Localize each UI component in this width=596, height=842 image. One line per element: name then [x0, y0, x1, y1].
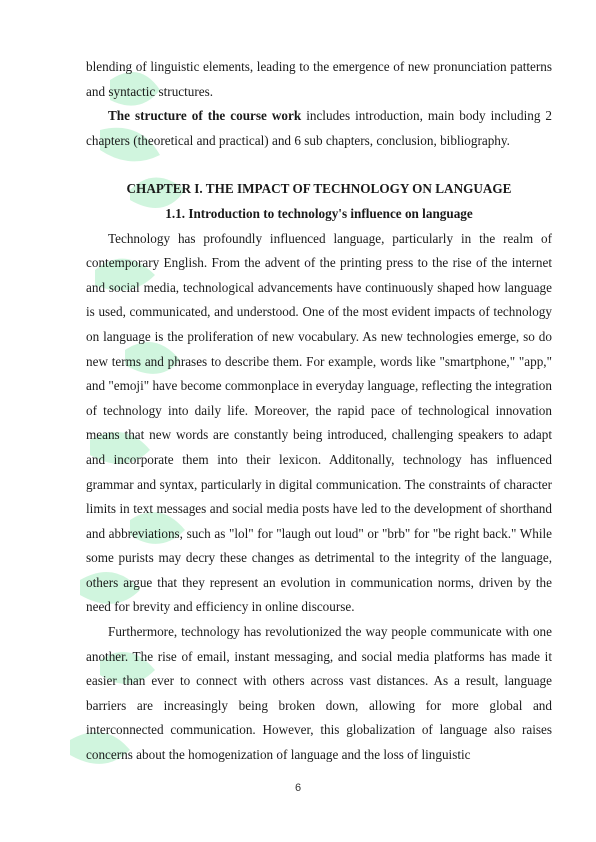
chapter-title: CHAPTER I. THE IMPACT OF TECHNOLOGY ON LANGUAGE: [126, 181, 512, 197]
structure-paragraph: [86, 104, 552, 153]
page-number: 6: [294, 782, 302, 794]
structure-lead: The structure of the course work: [108, 108, 302, 124]
intro-paragraph: blending of linguistic elements, leading to the emergence of new pronunciation patterns and syntactic structures.: [86, 59, 552, 99]
spacer: [86, 153, 552, 177]
body-paragraph: Technology has profoundly influenced language, particularly in the realm of contemporary English. From the advent of the printing press to the rise of the internet and social media, technological advancements have continuously shaped how language is used, communicated, and understood. One of the most evident impacts of technology on language is the proliferation of new vocabulary. As new technologies emerge, so do new terms and phrases to describe them. For example, words like "smartphone," "app," and "emoji" have become commonplace in everyday language, reflecting the integration of technology into daily life. Moreover, the rapid pace of technological innovation means that new words are constantly being introduced, challenging speakers to adapt and incorporate them into their lexicon. Additonally, technology has influenced grammar and syntax, particularly in digital communication. The constraints of character limits in text messages and social media posts have led to the development of shorthand and abbreviations, such as "lol" for "laugh out loud" or "brb" for "be right back." While some purists may decry these changes as detrimental to the integrity of the language, others argue that they represent an evolution in communication norms, driven by the need for brevity and efficiency in online discourse.: [86, 230, 552, 615]
body-paragraph: Furthermore, technology has revolutionized the way people communicate with one another. The rise of email, instant messaging, and social media platforms has made it easier than ever to connect with others across vast distances. As a result, language barriers are increasingly being broken down, allowing for more global and interconnected communication. However, this globalization of language also raises concerns about the homogenization of language and the loss of linguistic: [86, 624, 552, 763]
section-title: 1.1. Introduction to technology's influence on language: [165, 205, 473, 221]
structure-rest: includes introduction, main body including 2 chapters (theoretical and practical) and 6 sub chapters, conclusion, bibliography.: [86, 108, 553, 148]
document-body: [86, 55, 552, 768]
